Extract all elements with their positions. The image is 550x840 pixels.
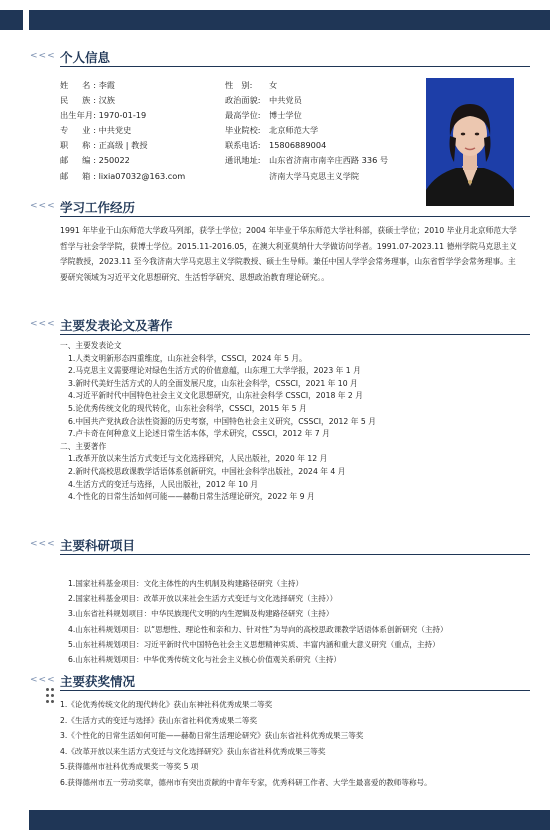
paper-item: 6.中国共产党执政合法性资源的历史考察，中国特色社会主义研究，CSSCI，2012 年 5 月 — [68, 416, 376, 426]
papers-list — [60, 340, 376, 504]
book-item: 1.改革开放以来生活方式变迁与文化选择研究，人民出版社，2020 年 12 月 — [68, 454, 328, 464]
paper-item: 3.新时代美好生活方式的人的全面发展尺度，山东社会科学，CSSCI，2021 年 10 月 — [68, 378, 358, 388]
award-item: 1.《论优秀传统文化的现代转化》获山东神社科优秀成果二等奖 — [60, 700, 273, 709]
major-label: 专 业: — [60, 125, 96, 135]
address-value-1: 山东省济南市南辛庄西路 336 号 — [269, 155, 389, 165]
section-marks: <<< — [30, 201, 56, 211]
bottom-bar — [29, 810, 550, 830]
section-rule — [60, 334, 530, 335]
zip-label: 邮 编: — [60, 155, 96, 165]
ethnic-label: 民 族: — [60, 95, 96, 105]
award-item: 5.获得德州市社科优秀成果奖一等奖 5 项 — [60, 762, 199, 771]
section-header-awards — [30, 672, 530, 692]
birth-value: 1970-01-19 — [98, 110, 147, 120]
email-value: lixia07032@163.com — [98, 171, 186, 181]
section-rule — [60, 690, 530, 691]
paper-item: 1.人类文明新形态四重维度，山东社会科学，CSSCI，2024 年 5 月。 — [68, 353, 307, 363]
top-bar-right — [29, 10, 550, 30]
book-item: 4.生活方式的变迁与选择，人民出版社，2012 年 10 月 — [68, 479, 259, 489]
name-value: 李霞 — [98, 80, 115, 90]
title-label: 职 称: — [60, 140, 96, 150]
address-label: 通讯地址: — [225, 155, 261, 165]
degree-label: 最高学位: — [225, 110, 261, 120]
papers-heading-1: 一、主要发表论文 — [60, 341, 122, 350]
awards-list — [60, 697, 432, 790]
ethnic-value: 汉族 — [98, 95, 115, 105]
portrait-photo — [426, 78, 514, 206]
award-item: 2.《生活方式的变迁与选择》获山东省社科优秀成果二等奖 — [60, 715, 258, 725]
gender-label: 性 别: — [225, 80, 253, 90]
award-item: 6.获得德州市五一劳动奖章，德州市有突出贡献的中青年专家，优秀科研工作者、大学生最喜爱的教师等称号。 — [60, 777, 432, 787]
school-value: 北京师范大学 — [269, 125, 319, 135]
projects-list — [68, 576, 448, 667]
phone-value: 15806889004 — [269, 140, 327, 150]
paper-item: 4.习近平新时代中国特色社会主义文化思想研究，山东社会科学 CSSCI，2018 年 2 月 — [68, 391, 363, 401]
award-item: 3.《个性化的日常生活如何可能——赫勒日常生活理论研究》获山东省社科优秀成果三等奖 — [60, 731, 364, 740]
school-label: 毕业院校: — [225, 125, 261, 135]
section-title-experience: 学习工作经历 — [60, 200, 136, 215]
section-header-projects — [30, 536, 530, 556]
section-header-experience — [30, 198, 530, 218]
section-title-awards: 主要获奖情况 — [60, 674, 136, 689]
project-item: 2.国家社科基金项目：改革开放以来社会生活方式变迁与文化选择研究（主持）） — [68, 594, 338, 604]
book-item: 2.新时代高校思政课教学话语体系创新研究，中国社会科学出版社，2024 年 4 月 — [68, 466, 346, 476]
section-rule — [60, 66, 530, 67]
experience-paragraph: 1991 年毕业于山东师范大学政马列部，获学士学位；2004 年毕业于华东师范大学社科部，获硕士学位；2010 毕业月北京师范大学哲学与社会学学院，获博士学位。2015.11-2016.05，在澳大利亚莫纳什大学做访问学者。1991.07-2023.11 德州学院马克思主义学院教授，2023.11 至今我济南大学马克思主义学院教授、硕士生导师。兼任中国人学学会常务理事，山东省哲学学会常务理事。主要研究领域为习近平文化思想研究、生活哲学研究、思想政治教育理论研究。。 — [60, 226, 517, 282]
papers-heading-2: 二、主要著作 — [60, 441, 107, 451]
section-marks: <<< — [30, 51, 56, 61]
paper-item: 7.卢卡奇在何种意义上论述日常生活本体，学术研究，CSSCI，2012 年 7 月 — [68, 429, 330, 439]
section-title-papers: 主要发表论文及著作 — [60, 318, 173, 333]
project-item: 5.山东社科规划项目：习近平新时代中国特色社会主义思想精神实质、丰富内涵和重大意义研究（重点，主持） — [68, 639, 440, 649]
name-label: 姓 名: — [60, 80, 96, 90]
section-rule — [60, 216, 530, 217]
political-label: 政治面貌: — [225, 95, 261, 105]
portrait-icon — [426, 78, 514, 206]
award-item: 4.《改革开放以来生活方式变迁与文化选择研究》获山东省社科优秀成果三等奖 — [60, 746, 326, 756]
book-item: 4.个性化的日常生活如何可能——赫勒日常生活理论研究，2022 年 9 月 — [68, 492, 315, 502]
project-item: 4.山东社科规划项目：以“思想性、理论性和亲和力、针对性”为导向的高校思政课教学话语体系创新研究（主持） — [68, 624, 448, 634]
title-value: 正高级 | 教授 — [98, 140, 148, 150]
email-label: 邮 箱: — [60, 171, 96, 181]
section-header-personal — [30, 48, 530, 68]
paper-item: 5.论优秀传统文化的现代转化，山东社会科学，CSSCI，2015 年 5 月 — [68, 403, 307, 413]
paper-item: 2.马克思主义需要理论对绿色生活方式的价值意蕴，山东理工大学学报，2023 年 1 月 — [68, 366, 361, 376]
birth-label: 出生年月: — [60, 110, 96, 120]
project-item: 6.山东社科规划项目：中华优秀传统文化与社会主义核心价值观关系研究（主持） — [68, 655, 342, 665]
major-value: 中共党史 — [98, 125, 132, 135]
degree-value: 博士学位 — [269, 110, 302, 120]
section-marks: <<< — [30, 539, 56, 549]
section-marks: <<< — [30, 319, 56, 329]
political-value: 中共党员 — [269, 95, 302, 105]
gender-value: 女 — [269, 80, 278, 90]
zip-value: 250022 — [98, 155, 130, 165]
phone-label: 联系电话: — [225, 140, 261, 150]
section-header-papers — [30, 316, 530, 336]
project-item: 3.山东省社科规划项目：中华民族现代文明的内生逻辑及构建路径研究（主持） — [68, 609, 334, 619]
project-item: 1.国家社科基金项目：文化主体性的内生机制及构建路径研究（主持） — [68, 579, 304, 588]
section-marks: <<< — [30, 675, 56, 685]
address-value-2: 济南大学马克思主义学院 — [269, 171, 360, 181]
top-bar-left — [0, 10, 23, 30]
section-title-personal: 个人信息 — [60, 50, 111, 65]
section-rule — [60, 554, 530, 555]
section-title-projects: 主要科研项目 — [60, 538, 136, 553]
